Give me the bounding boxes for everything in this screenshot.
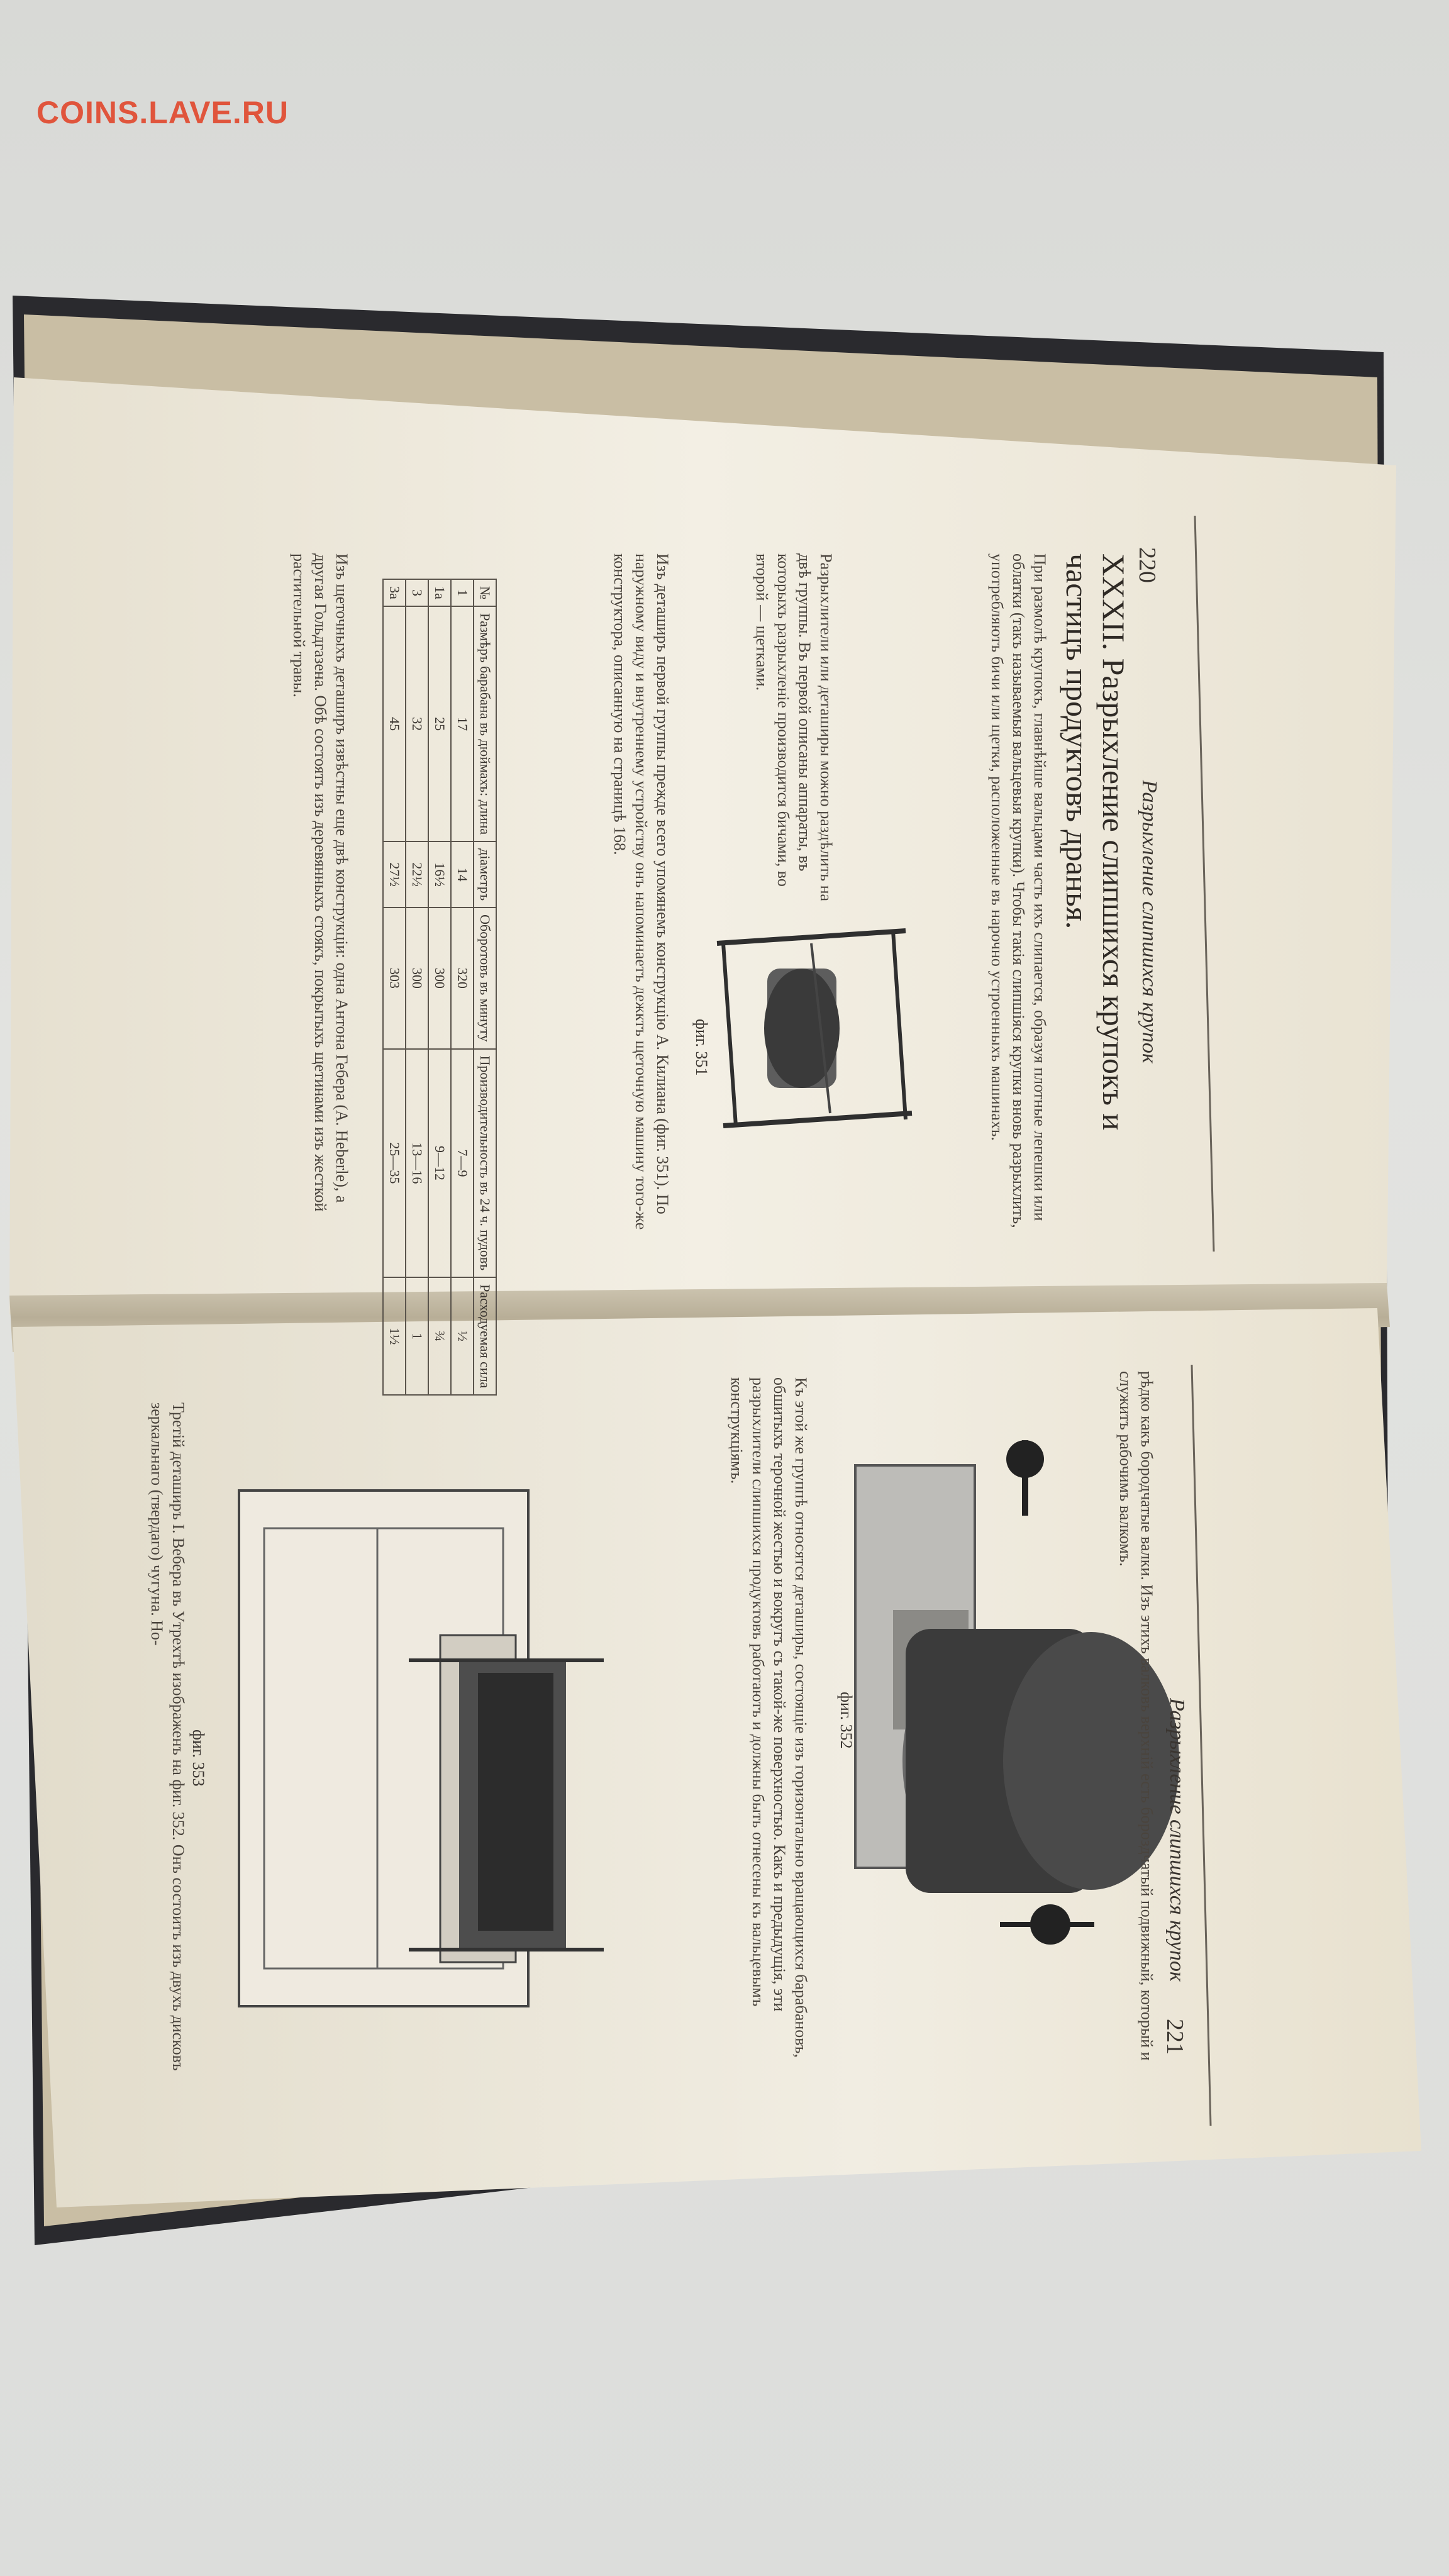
table-header: Расходуемая сила [474,1277,496,1395]
table-cell: 25—35 [383,1049,406,1278]
table-cell: 7—9 [451,1049,474,1278]
table-cell: 9—12 [428,1049,451,1278]
table-cell: 1 [451,579,474,606]
right-page-number: 221 [1162,2019,1188,2055]
table-cell: 17 [451,606,474,841]
table-cell: 1 [406,1277,428,1395]
left-page-number: 220 [1134,547,1160,583]
left-running-head: Разрыхление слипшихся крупок [1138,780,1161,1063]
table-cell: ¾ [428,1277,451,1395]
table-header: Производительность въ 24 ч. пудовъ [474,1049,496,1278]
table-cell: 16½ [428,841,451,908]
right-paragraph: Къ этой же группѣ относятся деташиры, состоящіе изъ горизонтально вращающихся барабановъ, обшитыхъ терочной жестью и вокругъ съ такой-же поверхностью. Какъ и предыдущія, эти разрыхлители слипшихся продуктовъ работаютъ и должны быть отнесены къ вальцевымъ конструкціямъ. [728,1377,810,2058]
table-cell: 3a [383,579,406,606]
table-cell: ½ [451,1277,474,1395]
watermark: COINS.LAVE.RU [36,95,289,130]
table-cell: 1½ [383,1277,406,1395]
table-cell: 25 [428,606,451,841]
table-header: Размѣръ барабана въ дюймахъ: длина [474,606,496,841]
table-cell: 13—16 [406,1049,428,1278]
table-header: Оборотовъ въ минуту [474,908,496,1048]
table-cell: 22½ [406,841,428,908]
table-cell: 300 [428,908,451,1048]
chapter-title: XXXII. Разрыхление слипшихся крупокъ и частицъ продуктовъ дранья. [1060,553,1131,1131]
table-cell: 32 [406,606,428,841]
spec-table [382,579,497,1396]
table-cell: 1a [428,579,451,606]
table-cell: 303 [383,908,406,1048]
table-row [428,579,451,1395]
table-cell: 320 [451,908,474,1048]
left-paragraph-4: Изъ щеточныхъ деташиръ извѣстны еще двѣ конструкціи: одна Антона Гебера (A. Heberle), а другая Гольдгазена. Обѣ состоятъ изъ деревянныхъ стоякъ, покрытыхъ щетинами изъ жесткой растительной травы. [290,553,351,1212]
table-cell: 14 [451,841,474,908]
table-header: № [474,579,496,606]
left-page [9,377,1396,1314]
right-running-head: Разрыхление слипшихся крупок [1165,1698,1189,1982]
table-cell: 27½ [383,841,406,908]
table-cell: 300 [406,908,428,1048]
table-cell: 3 [406,579,428,606]
table-row [451,579,474,1395]
left-paragraph-2: Разрыхлители или деташиры можно раздѣлить на двѣ группы. Въ первой описаны аппараты, въ которыхъ разрыхленіе производится бичами, во второй — щетками. [753,553,835,902]
figure-353-caption: фиг. 353 [189,1729,208,1787]
figure-352-caption: фиг. 352 [837,1692,855,1749]
table-header: діаметръ [474,841,496,908]
right-bottom-text: Третій деташиръ I. Вебера въ Утрехтѣ изображенъ на фиг. 352. Онъ состоитъ изъ двухъ дисковъ зеркальнаго (твердаго) чугуна. Но- [148,1402,187,2071]
table-row [406,579,428,1395]
left-paragraph-3: Изъ деташиръ первой группы прежде всего упомянемъ конструкцію А. Килиана (фиг. 351). По наружному виду и внутреннему устройству онъ напоминаетъ дежктъ щеточную машину того-же конструктора, описанную на страницѣ 168. [611,553,672,1230]
left-paragraph-1: При размолѣ крупокъ, главнѣйше вальцами часть ихъ слипается, образуя плотные лепешки или облатки (такъ называемыя вальцевыя крупки). Чтобы такія слипшіяся крупки вновь разрыхлить, употребляютъ бичи или щетки, расположенные въ нарочно устроенныхъ машинахъ. [988,553,1049,1228]
figure-351-caption: фиг. 351 [692,1019,711,1076]
right-intro-text: рѣдко какъ бородчатые валки. Изъ этихъ валковъ верхній есть бороздчатый подвижный, который и служитъ рабочимъ валкомъ. [1116,1371,1156,2061]
table-row [383,579,406,1395]
table-cell: 45 [383,606,406,841]
